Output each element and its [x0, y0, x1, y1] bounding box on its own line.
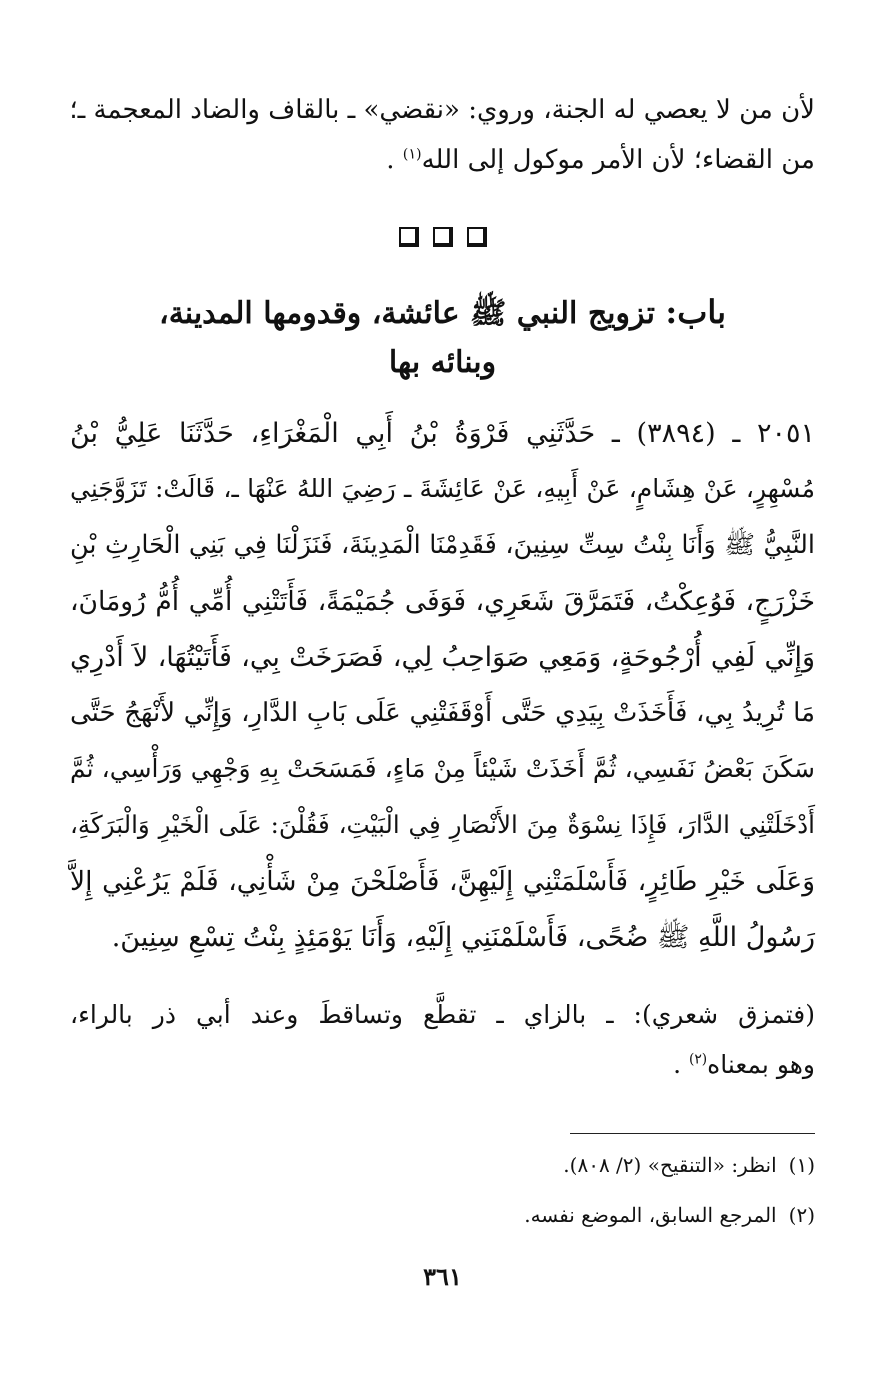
commentary-line-1	[70, 1000, 815, 1030]
intro-text-1: لأن من لا يعصي له الجنة، وروي: «نقضي» ـ بالقاف والضاد المعجمة ـ؛	[69, 95, 815, 125]
intro-line-2	[70, 145, 815, 176]
hadith-line: وَإِنِّي لَفِي أُرْجُوحَةٍ، وَمَعِي صَوَاحِبُ لِي، فَصَرَخَتْ بِي، فَأَتَيْتُهَا، لاَ أَدْرِي	[70, 642, 815, 673]
footnote-1	[563, 1153, 815, 1177]
hadith-line: النَّبِيُّ ﷺ وَأَنَا بِنْتُ سِتِّ سِنِينَ، فَقَدِمْنَا الْمَدِينَةَ، فَنَزَلْنَا فِي بَنِي الْحَارِثِ بْنِ	[70, 530, 815, 560]
footnote-text: المرجع السابق، الموضع نفسه.	[524, 1203, 777, 1227]
hadith-line: مَا تُرِيدُ بِي، فَأَخَذَتْ بِيَدِي حَتَّى أَوْقَفَتْنِي عَلَى بَابِ الدَّارِ، وَإِنِّي لأَنْهَجُ حَتَّى	[70, 698, 815, 728]
chapter-title-line-1: تزويج النبي ﷺ عائشة، وقدومها المدينة،	[159, 296, 655, 331]
commentary-text-1: (فتمزق شعري): ـ بالزاي ـ تقطَّع وتساقطَ وعند أبي ذر بالراء،	[70, 1000, 815, 1029]
intro-line-2-end: .	[386, 145, 395, 175]
footnote-number: (٢)	[788, 1203, 815, 1227]
hadith-line: وَعَلَى خَيْرِ طَائِرٍ، فَأَسْلَمَتْنِي إِلَيْهِنَّ، فَأَصْلَحْنَ مِنْ شَأْنِي، فَلَمْ يَرُعْنِي إِلاَّ	[70, 866, 815, 897]
separator-square-icon	[433, 227, 453, 247]
page-number: ٣٦١	[423, 1262, 462, 1291]
chapter-title	[70, 293, 815, 332]
footnote-number: (١)	[788, 1153, 815, 1177]
intro-line-1	[70, 95, 815, 126]
separator-square-icon	[467, 227, 487, 247]
separator-square-icon	[399, 227, 419, 247]
chapter-title-line-2: وبنائه بها	[388, 345, 497, 380]
intro-text-2: من القضاء؛ لأن الأمر موكول إلى الله	[421, 145, 815, 175]
footnote-ref-1[interactable]: (١)	[402, 146, 422, 163]
hadith-line: أَدْخَلَتْنِي الدَّارَ، فَإِذَا نِسْوَةٌ مِنَ الأَنْصَارِ فِي الْبَيْتِ، فَقُلْنَ: عَلَى الْخَيْرِ وَالْبَرَكَةِ،	[70, 810, 815, 839]
footnote-divider	[570, 1133, 815, 1134]
section-separator	[0, 227, 885, 247]
hadith-line: مُسْهِرٍ، عَنْ هِشَامٍ، عَنْ أَبِيهِ، عَنْ عَائِشَةَ ـ رَضِيَ اللهُ عَنْهَا ـ، قَالَتْ: تَزَوَّجَنِي	[70, 474, 815, 503]
hadith-line: رَسُولُ اللَّهِ ﷺ ضُحًى، فَأَسْلَمْنَنِي إِلَيْهِ، وَأَنَا يَوْمَئِذٍ بِنْتُ تِسْعِ سِنِينَ.	[111, 922, 815, 953]
hadith-line: سَكَنَ بَعْضُ نَفَسِي، ثُمَّ أَخَذَتْ شَيْئاً مِنْ مَاءٍ، فَمَسَحَتْ بِهِ وَجْهِي وَرَأْسِي، ثُمَّ	[70, 754, 815, 783]
footnote-2	[524, 1203, 815, 1227]
hadith-line: ٢٠٥١ ـ (٣٨٩٤) ـ حَدَّثَنِي فَرْوَةُ بْنُ أَبِي الْمَغْرَاءِ، حَدَّثَنَا عَلِيُّ بْنُ	[70, 418, 815, 449]
footnote-text: انظر: «التنقيح» (٢/ ٨٠٨).	[563, 1153, 777, 1177]
chapter-title-2	[70, 345, 815, 381]
commentary-line-2-end: .	[673, 1050, 682, 1079]
footnote-ref-2[interactable]: (٢)	[689, 1051, 708, 1068]
hadith-line: خَزْرَجٍ، فَوُعِكْتُ، فَتَمَرَّقَ شَعَرِي، فَوَفَى جُمَيْمَةً، فَأَتَتْنِي أُمِّي أُمُّ رُومَانَ،	[70, 586, 815, 617]
commentary-text-2: وهو بمعناه	[707, 1050, 815, 1079]
chapter-label: باب:	[665, 293, 726, 331]
commentary-line-2	[70, 1050, 815, 1080]
